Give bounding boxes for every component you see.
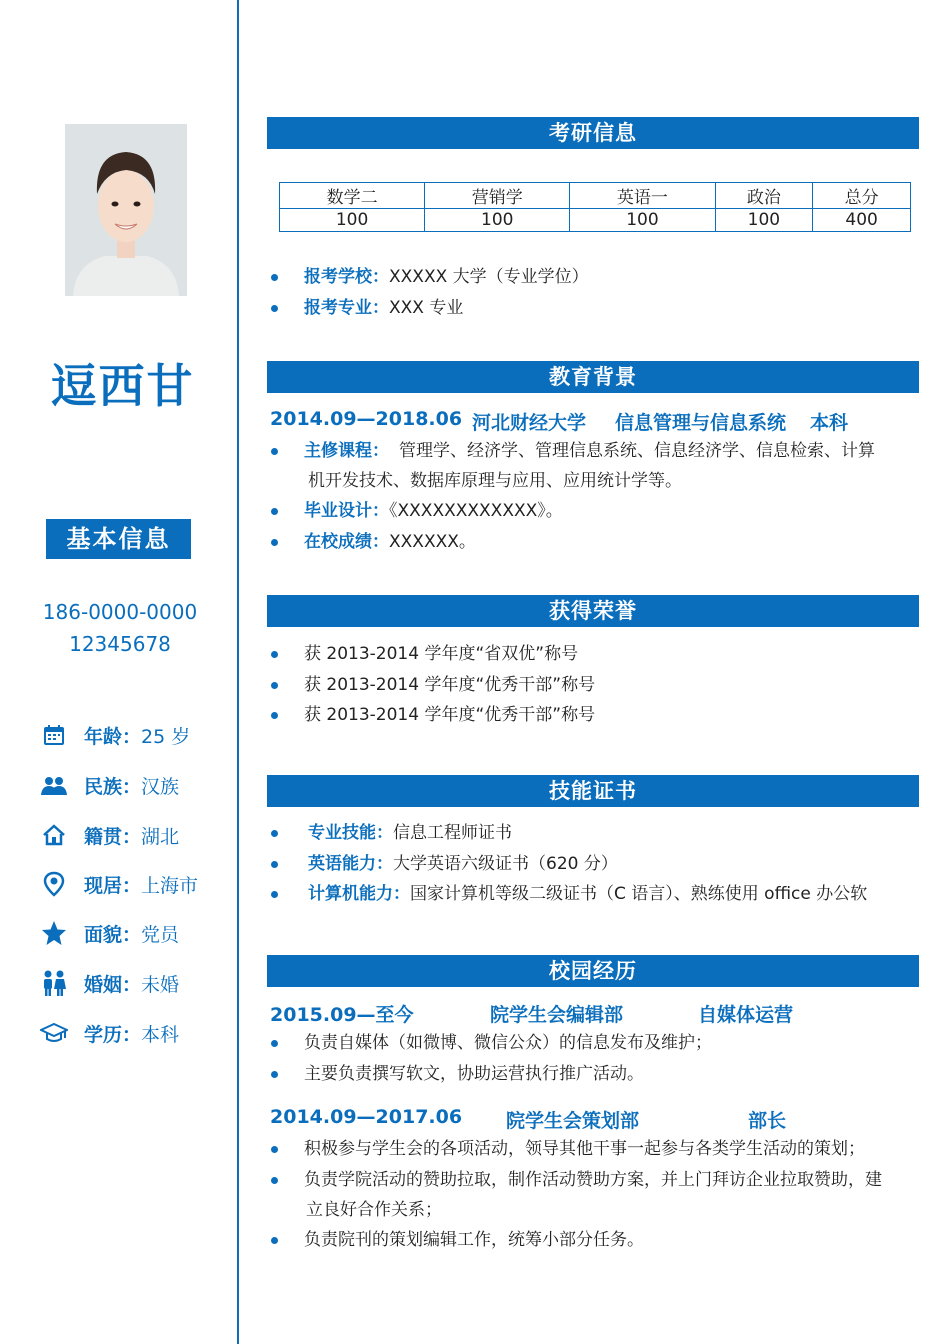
marital-status-value: 未婚 bbox=[141, 973, 180, 996]
table-cell: 400 bbox=[813, 209, 911, 232]
bullet bbox=[270, 448, 280, 458]
grades-line: 在校成绩：XXXXXX。 bbox=[304, 532, 476, 552]
courses-line: 主修课程： 管理学、经济学、管理信息系统、信息经济学、信息检索、计算 bbox=[304, 441, 875, 461]
campus-section-title: 校园经历 bbox=[267, 955, 919, 987]
table-cell: 100 bbox=[715, 209, 813, 232]
campus-exp1-period: 2015.09—至今 bbox=[270, 1004, 414, 1026]
education-period: 2014.09—2018.06 bbox=[270, 408, 463, 430]
table-header-cell: 总分 bbox=[813, 183, 911, 209]
exam-scores-table bbox=[279, 182, 911, 232]
candidate-name: 逗西甘 bbox=[50, 359, 195, 413]
couple-icon bbox=[40, 969, 68, 997]
basic-info-title: 基本信息 bbox=[46, 519, 191, 559]
skill-professional: 专业技能：信息工程师证书 bbox=[308, 823, 512, 843]
bullet bbox=[270, 1040, 280, 1050]
political-status-value: 党员 bbox=[141, 923, 180, 946]
exam-section-title: 考研信息 bbox=[267, 117, 919, 149]
info-ethnicity: 民族 ： 汉族 bbox=[40, 770, 179, 800]
education-section-title: 教育背景 bbox=[267, 361, 919, 393]
column-divider bbox=[237, 0, 239, 1344]
thesis-line: 毕业设计：《XXXXXXXXXXXX》。 bbox=[304, 501, 563, 521]
list-item: 负责院刊的策划编辑工作，统筹小部分任务。 bbox=[304, 1230, 644, 1250]
table-cell: 100 bbox=[280, 209, 425, 232]
skills-section-title: 技能证书 bbox=[267, 775, 919, 807]
list-item: 主要负责撰写软文，协助运营执行推广活动。 bbox=[304, 1064, 644, 1084]
bullet bbox=[270, 830, 280, 840]
ethnicity-value: 汉族 bbox=[141, 775, 180, 798]
bullet bbox=[270, 305, 280, 315]
bullet bbox=[270, 508, 280, 518]
bullet bbox=[270, 1071, 280, 1081]
campus-exp2-org: 院学生会策划部 bbox=[506, 1110, 640, 1132]
table-row bbox=[280, 209, 911, 232]
info-marital-status: 婚姻 ： 未婚 bbox=[40, 968, 179, 998]
residence-value: 上海市 bbox=[141, 874, 199, 897]
calendar-icon bbox=[40, 721, 68, 749]
table-header-cell: 营销学 bbox=[425, 183, 570, 209]
bullet bbox=[270, 651, 280, 661]
skill-english: 英语能力：大学英语六级证书（620 分） bbox=[308, 854, 618, 874]
list-item: 负责自媒体（如微博、微信公众）的信息发布及维护； bbox=[304, 1033, 712, 1053]
education-school: 河北财经大学 bbox=[472, 412, 587, 434]
age-value: 25 岁 bbox=[141, 725, 191, 748]
bullet bbox=[270, 274, 280, 284]
campus-exp2-role: 部长 bbox=[748, 1110, 787, 1132]
people-icon bbox=[40, 771, 68, 799]
education-major: 信息管理与信息系统 bbox=[615, 412, 787, 434]
list-item-cont: 立良好合作关系； bbox=[306, 1200, 442, 1220]
bullet bbox=[270, 861, 280, 871]
list-item: 获 2013-2014 学年度“优秀干部”称号 bbox=[304, 705, 596, 725]
info-education-level: 学历 ： 本科 bbox=[40, 1018, 179, 1048]
table-cell: 100 bbox=[425, 209, 570, 232]
campus-exp2-period: 2014.09—2017.06 bbox=[270, 1106, 463, 1128]
bullet bbox=[270, 682, 280, 692]
list-item: 积极参与学生会的各项活动，领导其他干事一起参与各类学生活动的策划； bbox=[304, 1139, 865, 1159]
bullet bbox=[270, 1177, 280, 1187]
phone-number: 186-0000-0000 bbox=[42, 600, 198, 624]
info-residence: 现居 ： 上海市 bbox=[40, 869, 198, 899]
location-pin-icon bbox=[40, 870, 68, 898]
table-header-cell: 英语一 bbox=[570, 183, 715, 209]
bullet bbox=[270, 1146, 280, 1156]
home-icon bbox=[40, 821, 68, 849]
education-level-value: 本科 bbox=[141, 1023, 180, 1046]
star-icon bbox=[40, 919, 68, 947]
bullet bbox=[270, 1237, 280, 1247]
target-school: 报考学校：XXXXX 大学（专业学位） bbox=[304, 267, 589, 287]
bullet bbox=[270, 539, 280, 549]
info-political-status: 面貌 ： 党员 bbox=[40, 918, 179, 948]
list-item: 获 2013-2014 学年度“省双优”称号 bbox=[304, 644, 579, 664]
target-major: 报考专业：XXX 专业 bbox=[304, 298, 464, 318]
bullet bbox=[270, 712, 280, 722]
table-header-row bbox=[280, 183, 911, 209]
qq-number: 12345678 bbox=[69, 632, 171, 656]
list-item: 负责学院活动的赞助拉取，制作活动赞助方案，并上门拜访企业拉取赞助，建 bbox=[304, 1170, 882, 1190]
table-header-cell: 数学二 bbox=[280, 183, 425, 209]
skill-computer: 计算机能力：国家计算机等级二级证书（C 语言）、熟练使用 office 办公软 bbox=[308, 884, 868, 904]
education-degree: 本科 bbox=[810, 412, 849, 434]
info-age: 年龄 ： 25 岁 bbox=[40, 720, 190, 750]
graduation-cap-icon bbox=[40, 1019, 68, 1047]
info-hometown: 籍贯 ： 湖北 bbox=[40, 820, 179, 850]
profile-photo bbox=[65, 124, 187, 296]
table-cell: 100 bbox=[570, 209, 715, 232]
list-item: 获 2013-2014 学年度“优秀干部”称号 bbox=[304, 675, 596, 695]
campus-exp1-role: 自媒体运营 bbox=[698, 1004, 794, 1026]
bullet bbox=[270, 891, 280, 901]
table-header-cell: 政治 bbox=[715, 183, 813, 209]
courses-line-cont: 机开发技术、数据库原理与应用、应用统计学等。 bbox=[308, 471, 682, 491]
campus-exp1-org: 院学生会编辑部 bbox=[490, 1004, 624, 1026]
honors-section-title: 获得荣誉 bbox=[267, 595, 919, 627]
hometown-value: 湖北 bbox=[141, 825, 180, 848]
